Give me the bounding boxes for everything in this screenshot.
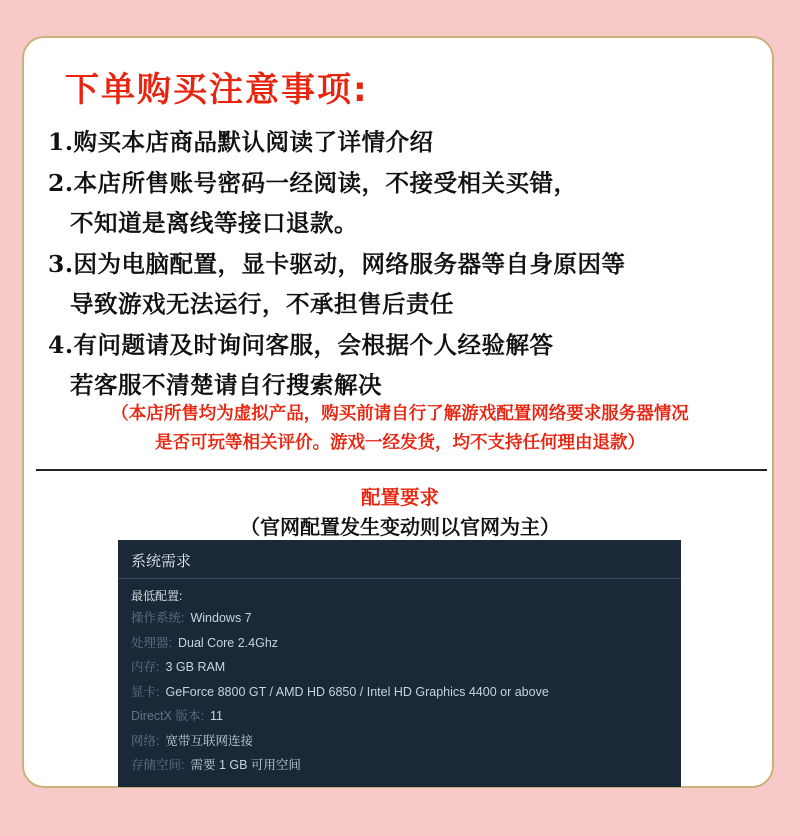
disclaimer-line-1: （本店所售均为虚拟产品，购买前请自行了解游戏配置网络要求服务器情况 (111, 404, 689, 424)
req-value: 需要 1 GB 可用空间 (190, 758, 301, 772)
req-row-os (131, 608, 252, 626)
disclaimer (30, 400, 770, 458)
req-label: 内存: (131, 660, 160, 674)
requirements-header: 系统需求 (131, 553, 192, 570)
req-label: DirectX 版本: (131, 709, 204, 723)
notice-item-3: 3.因为电脑配置，显卡驱动，网络服务器等自身原因等 (48, 249, 626, 278)
req-value: Windows 7 (190, 611, 252, 625)
notice-list (48, 122, 768, 406)
req-label: 显卡: (131, 685, 160, 699)
req-label: 操作系统: (131, 611, 185, 625)
requirements-divider (118, 578, 681, 579)
req-row-memory (131, 657, 225, 675)
req-row-network (131, 731, 253, 749)
notice-item-2: 2.本店所售账号密码一经阅读，不接受相关买错， (48, 168, 578, 197)
notice-item-4: 4.有问题请及时询问客服，会根据个人经验解答 (48, 330, 554, 359)
minimum-label: 最低配置: (131, 589, 183, 603)
req-row-graphics (131, 682, 549, 700)
section-divider (36, 469, 767, 471)
notice-title: 下单购买注意事项: (65, 70, 369, 110)
notice-item-4-cont: 若客服不清楚请自行搜索解决 (70, 371, 382, 399)
config-subtitle: （官网配置发生变动则以官网为主） (240, 515, 560, 539)
notice-item-3-cont: 导致游戏无法运行，不承担售后责任 (70, 290, 454, 318)
req-value: 宽带互联网连接 (165, 734, 253, 748)
req-row-cpu (131, 633, 278, 651)
req-value: Dual Core 2.4Ghz (177, 636, 279, 650)
system-requirements-panel (118, 540, 681, 787)
notice-item-1: 1.购买本店商品默认阅读了详情介绍 (48, 128, 434, 156)
req-value: 11 (209, 709, 223, 723)
req-label: 存储空间: (131, 758, 185, 772)
config-title: 配置要求 (360, 486, 439, 509)
req-value: 3 GB RAM (165, 660, 226, 674)
notice-item-2-cont: 不知道是离线等接口退款。 (70, 209, 358, 237)
req-label: 处理器: (131, 636, 172, 650)
req-row-directx (131, 706, 223, 724)
req-value: GeForce 8800 GT / AMD HD 6850 / Intel HD Graphics 4400 or above (165, 685, 549, 699)
req-label: 网络: (131, 734, 160, 748)
disclaimer-line-2: 是否可玩等相关评价。游戏一经发货，均不支持任何理由退款） (155, 433, 645, 453)
req-row-storage (131, 755, 301, 773)
